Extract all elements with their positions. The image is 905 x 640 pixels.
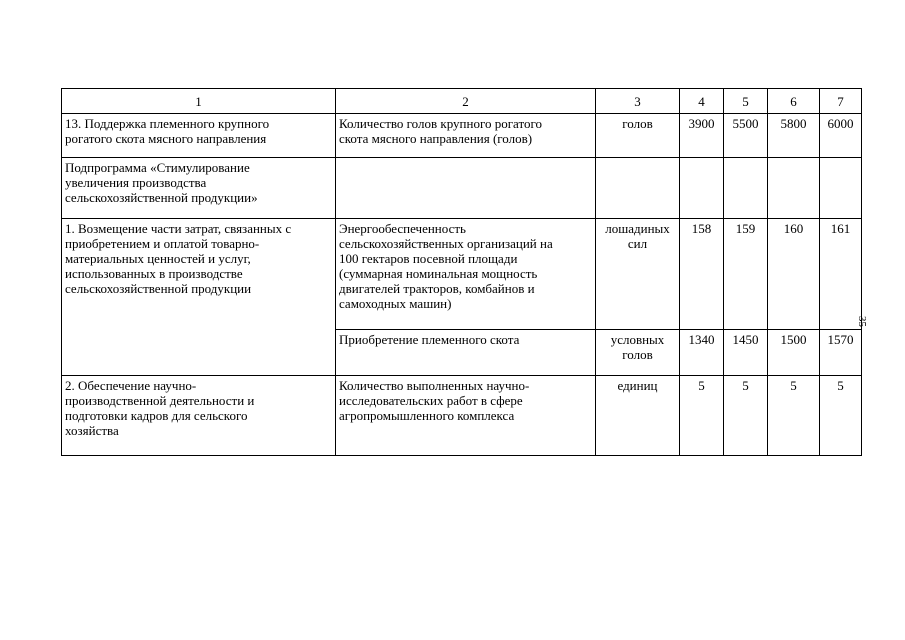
value-cell: 1570 <box>820 330 862 376</box>
table-row <box>62 158 862 219</box>
value-cell: 5 <box>820 376 862 456</box>
value-cell: 159 <box>724 219 768 330</box>
value-cell <box>724 158 768 219</box>
value-cell: 5500 <box>724 114 768 158</box>
page-number: 35 <box>856 316 868 327</box>
value-cell: 6000 <box>820 114 862 158</box>
table-row <box>62 114 862 158</box>
event-cell: 13. Поддержка племенного крупного рогатого скота мясного направления <box>62 114 336 158</box>
indicator-cell: Количество голов крупного рогатого скота мясного направления (голов) <box>336 114 596 158</box>
value-cell: 1500 <box>768 330 820 376</box>
value-cell: 160 <box>768 219 820 330</box>
value-cell <box>768 158 820 219</box>
header-cell: 1 <box>62 89 336 114</box>
value-cell: 161 <box>820 219 862 330</box>
value-cell: 1340 <box>680 330 724 376</box>
unit-cell: голов <box>596 114 680 158</box>
indicator-cell: Приобретение племенного скота <box>336 330 596 376</box>
event-cell: 2. Обеспечение научно- производственной деятельности и подготовки кадров для сельского хозяйства <box>62 376 336 456</box>
indicator-cell: Энергообеспеченность сельскохозяйственных организаций на 100 гектаров посевной площади (суммарная номинальная мощность двигателей тракторов, комбайнов и самоходных машин) <box>336 219 596 330</box>
subprogram-cell: Подпрограмма «Стимулирование увеличения производства сельскохозяйственной продукции» <box>62 158 336 219</box>
header-cell: 3 <box>596 89 680 114</box>
unit-cell: условных голов <box>596 330 680 376</box>
table-row <box>62 219 862 330</box>
value-cell: 5800 <box>768 114 820 158</box>
header-cell: 2 <box>336 89 596 114</box>
unit-cell <box>596 158 680 219</box>
table-row <box>62 376 862 456</box>
value-cell: 158 <box>680 219 724 330</box>
value-cell: 5 <box>768 376 820 456</box>
value-cell: 1450 <box>724 330 768 376</box>
header-cell: 7 <box>820 89 862 114</box>
value-cell: 5 <box>724 376 768 456</box>
unit-cell: единиц <box>596 376 680 456</box>
unit-cell: лошадиных сил <box>596 219 680 330</box>
table-header-row <box>62 89 862 114</box>
indicator-cell: Количество выполненных научно- исследовательских работ в сфере агропромышленного комплекса <box>336 376 596 456</box>
value-cell: 5 <box>680 376 724 456</box>
value-cell: 3900 <box>680 114 724 158</box>
header-cell: 6 <box>768 89 820 114</box>
event-cell: 1. Возмещение части затрат, связанных с приобретением и оплатой товарно- материальных ценностей и услуг, использованных в производстве сельскохозяйственной продукции <box>62 219 336 376</box>
value-cell <box>680 158 724 219</box>
header-cell: 5 <box>724 89 768 114</box>
header-cell: 4 <box>680 89 724 114</box>
value-cell <box>820 158 862 219</box>
indicators-table <box>61 88 862 456</box>
indicator-cell <box>336 158 596 219</box>
